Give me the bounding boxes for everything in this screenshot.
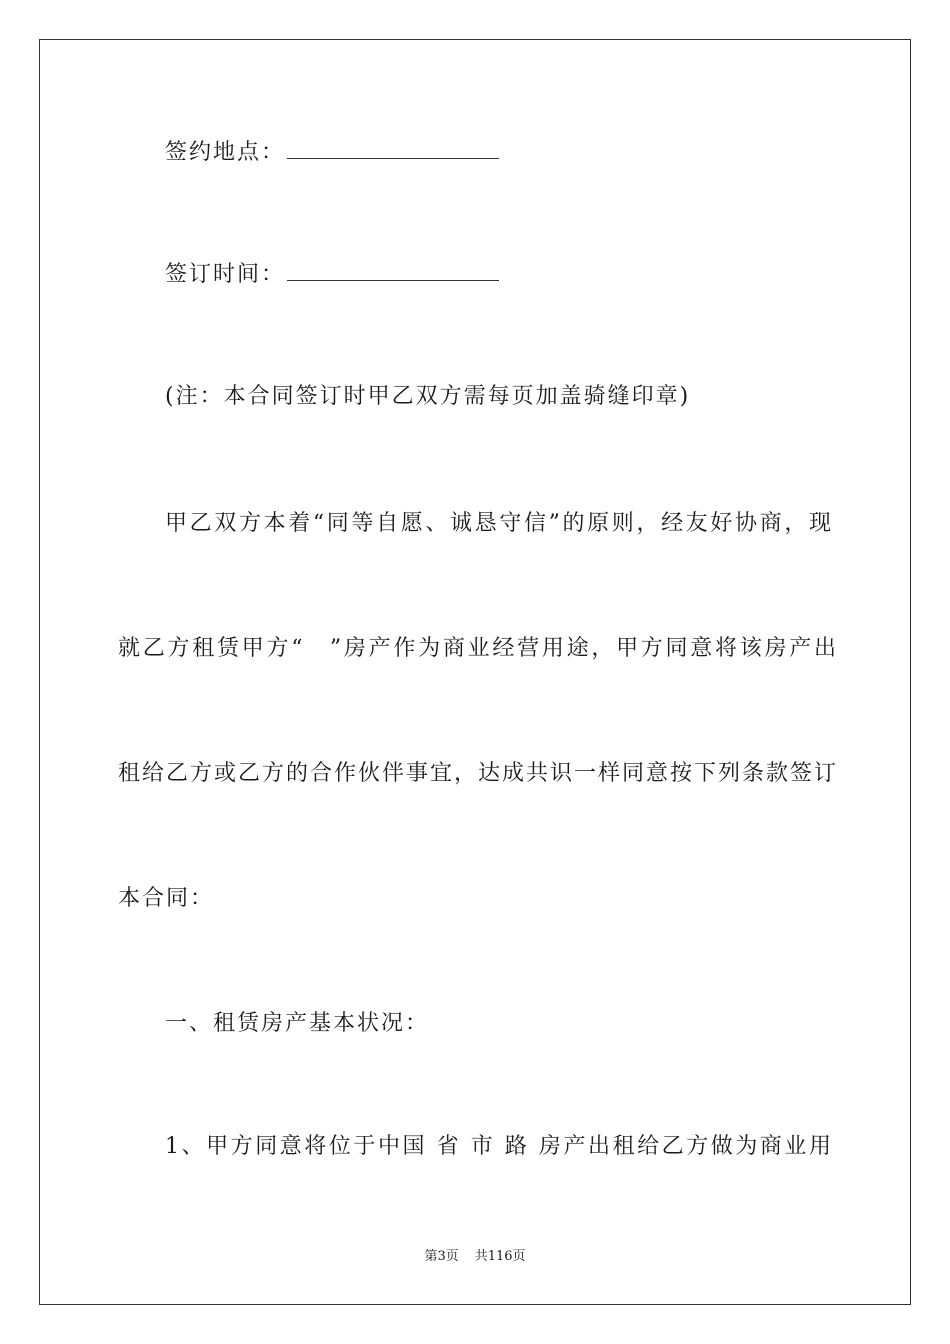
preamble-line-1: 甲乙双方本着“同等自愿、诚恳守信”的原则，经友好协商，现 (165, 511, 833, 536)
signing-place-row (165, 138, 885, 167)
page-total: 共116页 (474, 1249, 526, 1264)
page-border (39, 39, 911, 1305)
preamble-line-3: 租给乙方或乙方的合作伙伴事宜，达成共识一样同意按下列条款签订 (118, 761, 839, 786)
page-footer (0, 1248, 950, 1266)
signing-time-row (165, 260, 885, 289)
clause-item-1: 1、甲方同意将位于中国 省 市 路 房产出租给乙方做为商业用 (165, 1134, 833, 1159)
preamble-line-2: 就乙方租赁甲方“ ”房产作为商业经营用途，甲方同意将该房产出 (118, 636, 838, 661)
section-heading: 一、租赁房产基本状况： (165, 1011, 430, 1036)
signing-place-label: 签约地点： (165, 140, 286, 165)
preamble-line-4: 本合同： (118, 886, 215, 911)
seal-note: (注：本合同签订时甲乙双方需每页加盖骑缝印章) (165, 384, 691, 409)
signing-place-blank (287, 138, 499, 159)
signing-time-label: 签订时间： (165, 262, 286, 287)
page-number: 第3页 (424, 1249, 459, 1264)
signing-time-blank (287, 260, 499, 281)
